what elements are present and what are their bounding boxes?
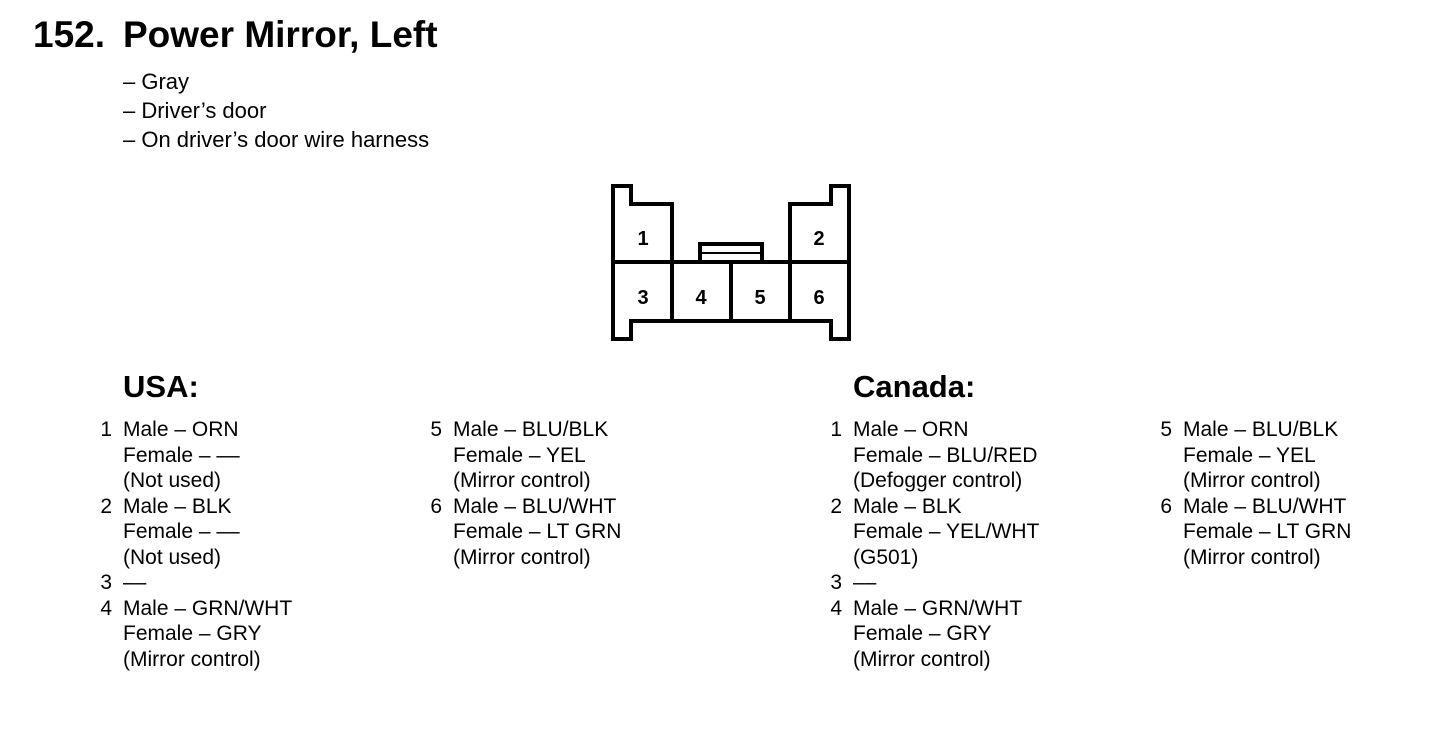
- pin-function: (Mirror control): [853, 647, 991, 671]
- note-location: – Driver’s door: [123, 98, 267, 123]
- pin-function: (Mirror control): [1183, 469, 1321, 492]
- pin-unused: ––: [853, 571, 877, 594]
- pin-entry: [430, 417, 621, 494]
- cavity-label-6: 6: [813, 287, 825, 309]
- pin-male: Male – BLU/BLK: [1183, 418, 1339, 441]
- pin-entry: [1160, 417, 1351, 494]
- note-color: – Gray: [123, 69, 190, 94]
- pin-entry: [430, 494, 622, 571]
- pin-number: 4: [100, 596, 112, 620]
- pin-number: 3: [830, 571, 842, 594]
- pin-male: Male – ORN: [853, 418, 969, 441]
- cavity-label-1: 1: [637, 228, 649, 250]
- pin-unused: ––: [123, 571, 147, 594]
- note-harness: – On driver’s door wire harness: [123, 127, 430, 152]
- pin-function: (Mirror control): [1183, 545, 1321, 569]
- pin-function: (G501): [853, 545, 919, 569]
- usa-pin-list-left: [100, 417, 293, 672]
- pin-female: Female – ––: [123, 443, 240, 467]
- pin-number: 2: [100, 494, 112, 518]
- pin-female: Female – LT GRN: [1183, 520, 1352, 543]
- pin-function: (Defogger control): [853, 469, 1023, 492]
- pin-female: Female – BLU/RED: [853, 443, 1038, 467]
- pin-female: Female – LT GRN: [453, 520, 622, 543]
- pin-entry: [100, 417, 292, 494]
- pin-entry: [100, 570, 292, 596]
- canada-heading: Canada:: [853, 369, 976, 404]
- canada-pin-list-right: [1160, 417, 1352, 570]
- pin-entry: [830, 596, 1039, 673]
- canada-pin-list-left: [830, 417, 1040, 672]
- title-name: Power Mirror, Left: [123, 14, 438, 55]
- connector-notes: [123, 67, 429, 154]
- pin-number: 3: [100, 571, 112, 594]
- pin-entry: [100, 494, 292, 571]
- pin-number: 1: [100, 418, 112, 441]
- pin-entry: [100, 596, 293, 673]
- pin-number: 5: [430, 418, 442, 441]
- pin-entry: [830, 494, 1040, 571]
- pin-female: Female – GRY: [123, 622, 262, 645]
- pin-male: Male – ORN: [123, 418, 239, 441]
- page-title: [33, 14, 438, 56]
- pin-male: Male – GRN/WHT: [853, 596, 1023, 620]
- pin-female: Female – ––: [123, 520, 240, 543]
- pin-male: Male – GRN/WHT: [123, 596, 293, 620]
- pin-male: Male – BLU/WHT: [453, 494, 617, 518]
- pin-female: Female – YEL: [453, 443, 586, 467]
- cavity-label-4: 4: [695, 287, 707, 309]
- pin-function: (Mirror control): [453, 469, 591, 492]
- usa-pin-list-right: [430, 417, 622, 570]
- pin-male: Male – BLU/WHT: [1183, 494, 1347, 518]
- pin-function: (Mirror control): [123, 647, 261, 671]
- cavity-label-2: 2: [813, 228, 825, 250]
- pin-entry: [830, 570, 1039, 596]
- pin-number: 4: [830, 596, 842, 620]
- pin-female: Female – GRY: [853, 622, 992, 645]
- pin-number: 5: [1160, 418, 1172, 441]
- pin-female: Female – YEL: [1183, 443, 1316, 467]
- pin-number: 1: [830, 418, 842, 441]
- title-number: 152.: [33, 14, 106, 55]
- usa-heading: USA:: [123, 369, 199, 404]
- pin-function: (Not used): [123, 469, 222, 492]
- pin-number: 6: [430, 494, 442, 518]
- pin-function: (Mirror control): [453, 545, 591, 569]
- pin-function: (Not used): [123, 545, 222, 569]
- pin-male: Male – BLK: [123, 494, 232, 518]
- connector-diagram: [610, 182, 854, 346]
- pin-number: 6: [1160, 494, 1172, 518]
- cavity-label-5: 5: [754, 287, 766, 309]
- pin-entry: [1160, 494, 1352, 571]
- pin-male: Male – BLU/BLK: [453, 418, 609, 441]
- pin-female: Female – YEL/WHT: [853, 520, 1040, 543]
- pin-male: Male – BLK: [853, 494, 962, 518]
- pin-number: 2: [830, 494, 842, 518]
- cavity-label-3: 3: [637, 287, 649, 309]
- pin-entry: [830, 417, 1039, 494]
